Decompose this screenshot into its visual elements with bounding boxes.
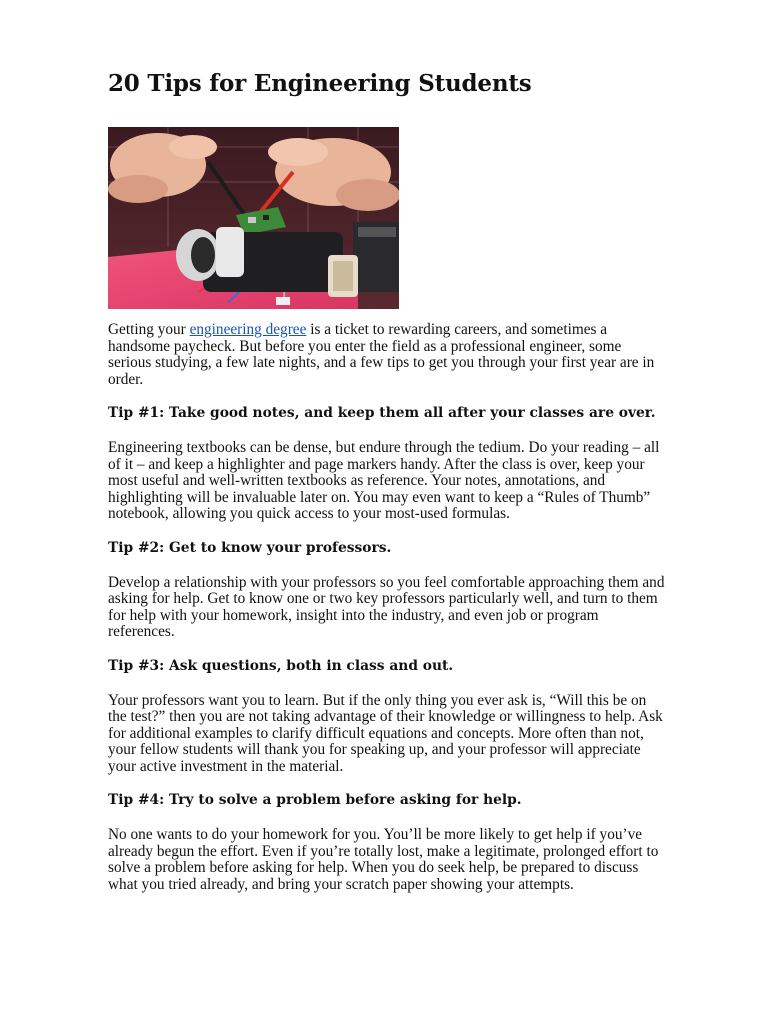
tip-3-heading: Tip #3: Ask questions, both in class and out.: [108, 657, 454, 674]
engineering-lab-photo-icon: [108, 127, 399, 309]
tip-4-heading: Tip #4: Try to solve a problem before asking for help.: [108, 792, 522, 809]
page-title: 20 Tips for Engineering Students: [108, 70, 532, 97]
tip-2-body: Develop a relationship with your professors so you feel comfortable approaching them and asking for help. Get to know one or two key professors particularly well, and turn to them for help with your homework, insight into the industry, and even job or program references.: [108, 573, 665, 641]
tip-2-heading: Tip #2: Get to know your professors.: [108, 539, 392, 556]
hero-image: [108, 127, 399, 309]
tip-1-body: Engineering textbooks can be dense, but endure through the tedium. Do your reading – all of it – and keep a highlighter and page markers handy. After the class is over, keep your most useful and well-written textbooks as reference. Your notes, annotations, and highlighting will be invaluable later on. You may even want to keep a “Rules of Thumb” notebook, allowing you quick access to your most-used formulas.: [108, 438, 660, 523]
engineering-degree-link[interactable]: engineering degree: [189, 321, 307, 338]
tip-1-heading: Tip #1: Take good notes, and keep them all after your classes are over.: [108, 405, 656, 422]
tip-4-body: No one wants to do your homework for you. You’ll be more likely to get help if you’ve already begun the effort. Even if you’re totally lost, make a legitimate, prolonged effort to solve a problem before asking for help. When you do seek help, be prepared to discuss what you tried already, and bring your scratch paper showing your attempts.: [108, 826, 659, 893]
intro-paragraph: [108, 322, 668, 388]
intro-text-end: is a ticket to rewarding careers, and sometimes a handsome paycheck. But before you enter the field as a professional engineer, some serious studying, a few late nights, and a few tips to get you through your first year are in order.: [108, 321, 655, 388]
intro-text-start: Getting your: [108, 321, 190, 338]
tip-3-body: Your professors want you to learn. But if the only thing you ever ask is, “Will this be on the test?” then you are not taking advantage of their knowledge or willingness to help. Ask for additional examples to clarify difficult equations and concepts. More often than not, your fellow students will thank you for speaking up, and your professor will appreciate your active investment in the material.: [108, 691, 663, 775]
article-body: [108, 322, 668, 910]
